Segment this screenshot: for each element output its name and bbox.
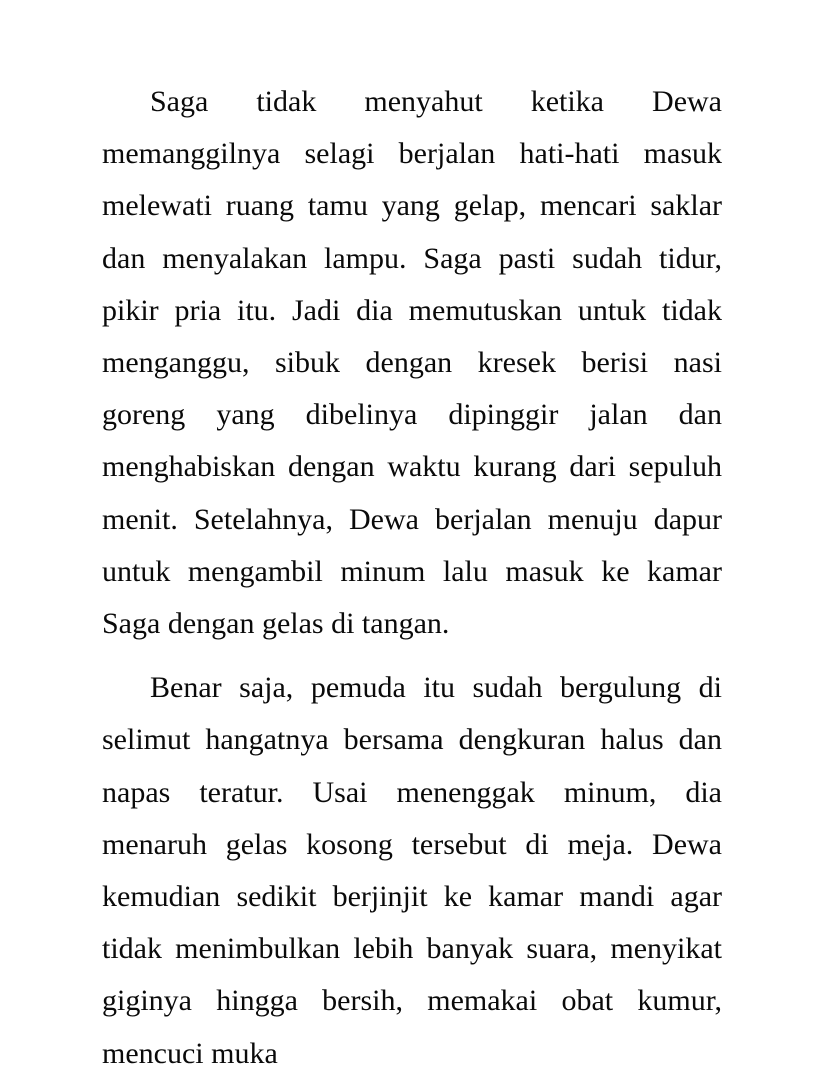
paragraph-2: Benar saja, pemuda itu sudah bergulung di selimut hangatnya bersama dengkuran halus dan napas teratur. Usai menenggak minum, dia menaruh gelas kosong tersebut di meja. Dewa kemudian sedikit berjinjit ke kamar mandi agar tidak menimbulkan lebih banyak suara, menyikat giginya hingga bersih, memakai obat kumur, mencuci muka: [102, 671, 722, 1070]
paragraph-1: Saga tidak menyahut ketika Dewa memanggilnya selagi berjalan hati-hati masuk melewati ruang tamu yang gelap, mencari saklar dan menyalakan lampu. Saga pasti sudah tidur, pikir pria itu. Jadi dia memutuskan untuk tidak menganggu, sibuk dengan kresek berisi nasi goreng yang dibelinya dipinggir jalan dan menghabiskan dengan waktu kurang dari sepuluh menit. Setelahnya, Dewa berjalan menuju dapur untuk mengambil minum lalu masuk ke kamar Saga dengan gelas di tangan.: [102, 85, 722, 641]
document-page: [102, 76, 722, 1080]
